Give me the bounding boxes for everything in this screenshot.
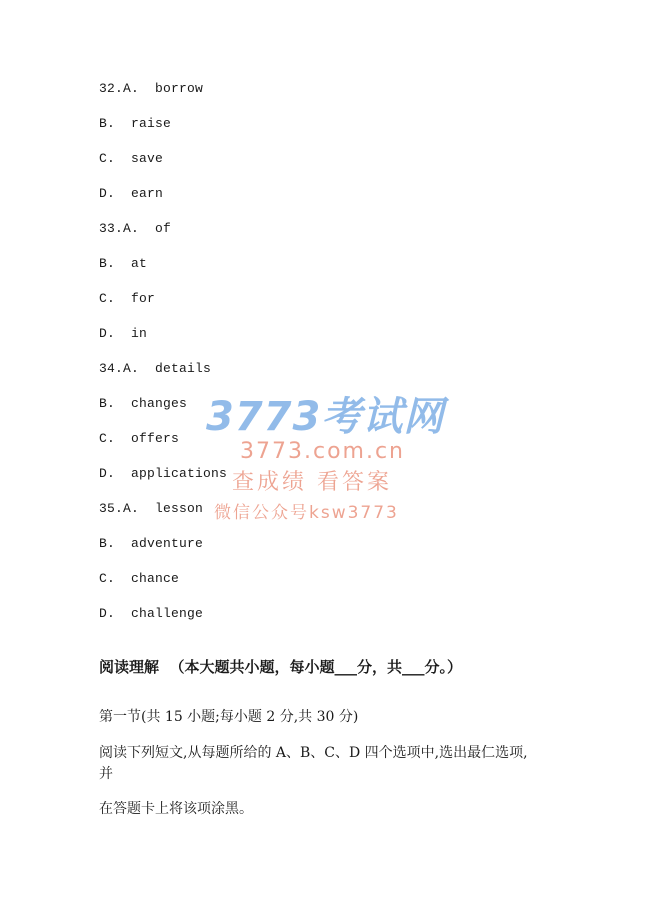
option-35-b: B. adventure (99, 536, 204, 551)
option-33-b: B. at (99, 256, 148, 271)
instructions-line-2: 并 (99, 766, 113, 782)
option-32-c: C. save (99, 151, 164, 166)
reading-comprehension-heading: 阅读理解 （本大题共小题，每小题___分，共___分。） (99, 658, 462, 676)
option-32-d: D. earn (99, 186, 164, 201)
option-35-a: 35.A. lesson (99, 501, 204, 516)
instructions-line-1: 阅读下列短文,从每题所给的 A、B、C、D 四个选项中,选出最仁选项, (99, 745, 528, 761)
option-34-c: C. offers (99, 431, 180, 446)
watermark-wechat: 微信公众号ksw3773 (214, 503, 399, 523)
section-intro: 第一节(共 15 小题;每小题 2 分,共 30 分) (99, 709, 359, 725)
option-33-c: C. for (99, 291, 156, 306)
watermark-slogan: 查成绩 看答案 (232, 470, 392, 495)
watermark-logo: 3773考试网 (206, 394, 445, 440)
option-34-b: B. changes (99, 396, 188, 411)
option-33-d: D. in (99, 326, 148, 341)
option-35-c: C. chance (99, 571, 180, 586)
option-33-a: 33.A. of (99, 221, 172, 236)
option-35-d: D. challenge (99, 606, 204, 621)
option-32-b: B. raise (99, 116, 172, 131)
instructions-line-3: 在答题卡上将该项涂黑。 (99, 801, 253, 817)
watermark (200, 392, 460, 532)
option-32-a: 32.A. borrow (99, 81, 204, 96)
watermark-domain: 3773.com.cn (240, 439, 405, 464)
option-34-d: D. applications (99, 466, 228, 481)
option-34-a: 34.A. details (99, 361, 212, 376)
